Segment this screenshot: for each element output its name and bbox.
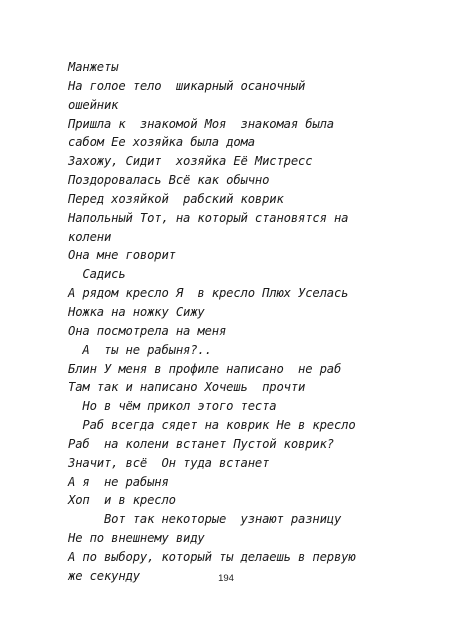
text-line: же секунду: [68, 568, 140, 583]
text-line: Перед хозяйкой рабский коврик: [68, 191, 284, 206]
text-line: А ты не рабыня?..: [68, 342, 212, 357]
text-line: Не по внешнему виду: [68, 531, 205, 546]
text-line: Раб на колени встанет Пустой коврик?: [68, 436, 334, 451]
text-line: Раб всегда сядет на коврик Не в кресло: [68, 418, 356, 433]
text-line: А по выбору, который ты делаешь в первую: [68, 549, 356, 564]
text-line: Она посмотрела на меня: [68, 323, 227, 338]
text-line: Блин У меня в профиле написано не раб: [68, 361, 342, 376]
text-line: Хоп и в кресло: [68, 493, 176, 508]
text-line: На голое тело шикарный осаночный: [68, 78, 306, 93]
text-line: Поздоровалась Всё как обычно: [68, 173, 270, 188]
text-line: Пришла к знакомой Моя знакомая была: [68, 116, 334, 131]
text-line: Там так и написано Хочешь прочти: [68, 380, 306, 395]
page-number: 194: [218, 573, 234, 584]
text-line: Вот так некоторые узнают разницу: [68, 512, 342, 527]
text-line: Значит, всё Он туда встанет: [68, 455, 270, 470]
text-line: колени: [68, 229, 112, 244]
text-line: Ножка на ножку Сижу: [68, 304, 205, 319]
text-line: Садись: [68, 267, 126, 282]
text-line: Она мне говорит: [68, 248, 176, 263]
text-line: Но в чём прикол этого теста: [68, 399, 277, 414]
text-line: сабом Ее хозяйка была дома: [68, 135, 255, 150]
text-line: Захожу, Сидит хозяйка Её Мистресс: [68, 154, 313, 169]
text-line-title: Манжеты: [68, 60, 119, 74]
poem-text: [68, 58, 448, 586]
text-line: ошейник: [68, 97, 119, 112]
text-line: Напольный Тот, на который становятся на: [68, 210, 349, 225]
text-line: А я не рабыня: [68, 474, 169, 489]
text-line: А рядом кресло Я в кресло Плюх Уселась: [68, 286, 349, 301]
